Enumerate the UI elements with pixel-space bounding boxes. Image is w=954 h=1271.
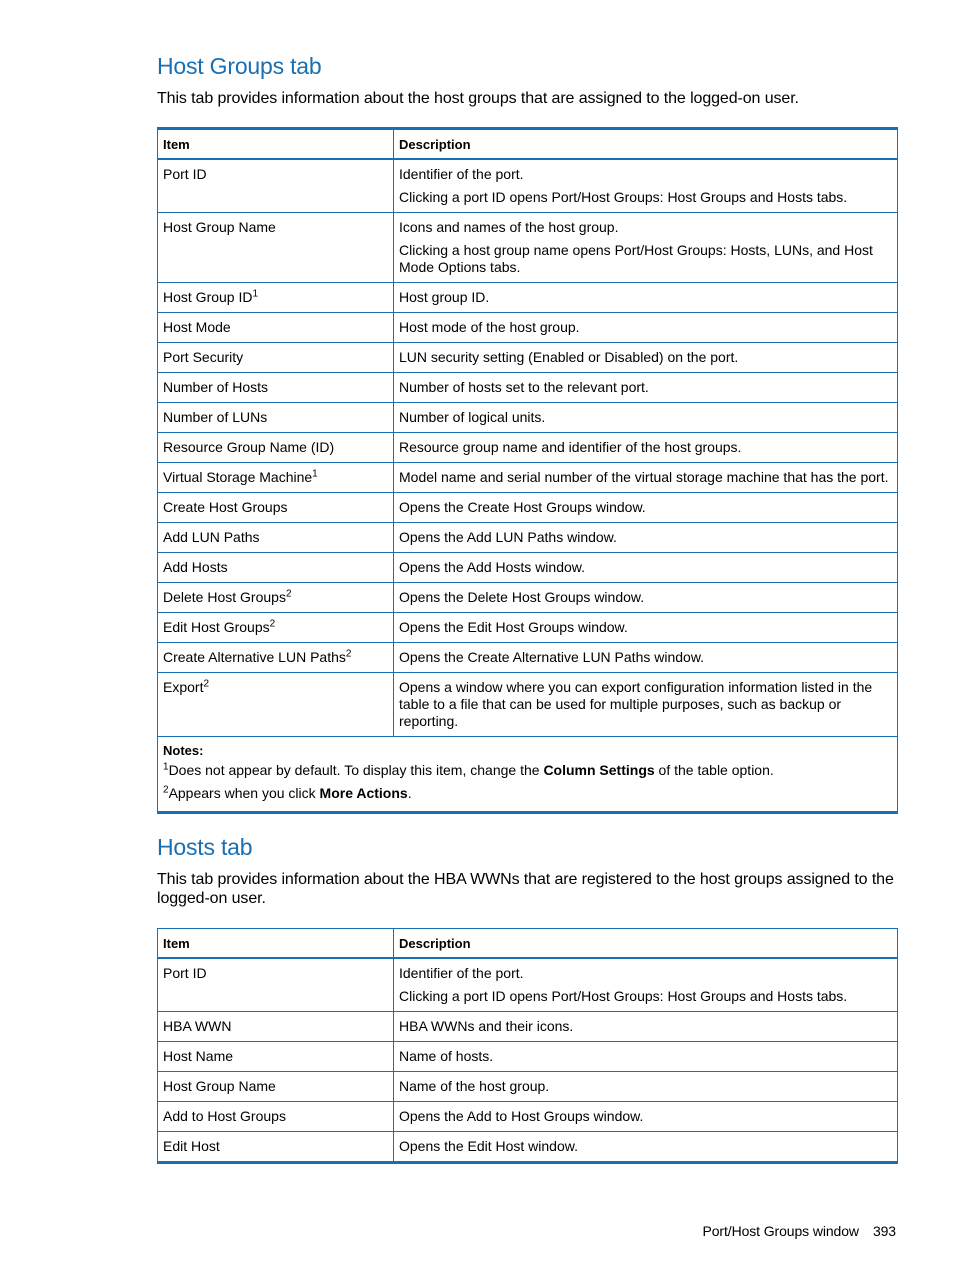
table-row (158, 1042, 898, 1072)
item-label: Host Mode (163, 319, 231, 335)
description-cell (394, 343, 898, 373)
note-2-bold: More Actions (319, 785, 408, 801)
item-label: Edit Host (163, 1138, 220, 1154)
item-label: Host Group ID (163, 289, 253, 305)
note-1 (163, 762, 892, 779)
table-row (158, 673, 898, 737)
item-label: Edit Host Groups (163, 619, 270, 635)
table-row (158, 313, 898, 343)
item-cell (158, 283, 394, 313)
item-cell (158, 213, 394, 283)
item-cell (158, 403, 394, 433)
notes-row (158, 737, 898, 813)
description-text: Icons and names of the host group. (399, 219, 619, 235)
table-row (158, 159, 898, 213)
item-label: Host Group Name (163, 219, 276, 235)
footnote-ref: 2 (345, 648, 352, 660)
item-label: Resource Group Name (ID) (163, 439, 335, 455)
description-text: Clicking a port ID opens Port/Host Groups: Host Groups and Hosts tabs. (399, 189, 848, 205)
description-cell (394, 643, 898, 673)
description-cell (394, 403, 898, 433)
description-cell (394, 958, 898, 1012)
description-text: Name of the host group. (399, 1078, 550, 1094)
footnote-ref: 2 (285, 588, 292, 600)
description-text: Name of hosts. (399, 1048, 494, 1064)
description-text: Host group ID. (399, 289, 490, 305)
description-text: Opens the Add to Host Groups window. (399, 1108, 644, 1124)
table-row (158, 1132, 898, 1163)
note-1-text: Does not appear by default. To display this item, change the (168, 762, 544, 778)
description-cell (394, 283, 898, 313)
item-cell (158, 159, 394, 213)
item-label: Port ID (163, 965, 207, 981)
item-cell (158, 643, 394, 673)
description-cell (394, 523, 898, 553)
item-label: Export (163, 679, 204, 695)
description-text: Clicking a host group name opens Port/Host Groups: Hosts, LUNs, and Host Mode Options tabs. (399, 242, 873, 275)
notes-title: Notes: (163, 743, 204, 758)
table-row (158, 613, 898, 643)
footer-section-title: Port/Host Groups window (702, 1223, 859, 1239)
description-cell (394, 1042, 898, 1072)
table-row (158, 283, 898, 313)
item-cell (158, 1132, 394, 1163)
item-label: Number of Hosts (163, 379, 269, 395)
description-text: Opens the Edit Host window. (399, 1138, 578, 1154)
item-label: Create Host Groups (163, 499, 288, 515)
description-text: Opens the Edit Host Groups window. (399, 619, 628, 635)
note-2-text-end: . (407, 785, 412, 801)
item-cell (158, 1072, 394, 1102)
item-cell (158, 1102, 394, 1132)
host-groups-table-body (158, 159, 898, 737)
description-cell (394, 463, 898, 493)
description-cell (394, 583, 898, 613)
item-cell (158, 673, 394, 737)
description-cell (394, 433, 898, 463)
description-text: Identifier of the port. (399, 166, 524, 182)
page-footer (703, 1223, 897, 1239)
description-cell (394, 1012, 898, 1042)
hosts-table (157, 928, 898, 1164)
description-text: Host mode of the host group. (399, 319, 580, 335)
host-groups-intro: This tab provides information about the host groups that are assigned to the logged-on user. (157, 90, 799, 107)
table-row (158, 1012, 898, 1042)
hosts-intro: This tab provides information about the HBA WWNs that are registered to the host groups assigned to the logged-on user. (157, 871, 894, 907)
notes-cell (158, 737, 898, 813)
footnote-ref: 2 (203, 678, 210, 690)
description-text: Opens the Create Host Groups window. (399, 499, 646, 515)
table-row (158, 463, 898, 493)
item-cell (158, 553, 394, 583)
table-row (158, 643, 898, 673)
description-text: Opens the Add LUN Paths window. (399, 529, 617, 545)
item-label: Add LUN Paths (163, 529, 260, 545)
item-label: Create Alternative LUN Paths (163, 649, 346, 665)
table-header-row (158, 129, 898, 160)
description-cell (394, 553, 898, 583)
description-text: HBA WWNs and their icons. (399, 1018, 574, 1034)
note-1-text-end: of the table option. (654, 762, 774, 778)
item-label: HBA WWN (163, 1018, 232, 1034)
item-cell (158, 523, 394, 553)
description-cell (394, 313, 898, 343)
item-cell (158, 613, 394, 643)
footnote-ref: 1 (252, 288, 259, 300)
description-text: Number of logical units. (399, 409, 546, 425)
table-row (158, 493, 898, 523)
table-row (158, 1072, 898, 1102)
item-label: Add to Host Groups (163, 1108, 286, 1124)
note-1-bold: Column Settings (543, 762, 655, 778)
table-row (158, 553, 898, 583)
table-row (158, 523, 898, 553)
item-cell (158, 583, 394, 613)
page-number: 393 (872, 1223, 896, 1239)
description-cell (394, 1102, 898, 1132)
item-cell (158, 463, 394, 493)
description-text: Opens the Create Alternative LUN Paths window. (399, 649, 705, 665)
item-cell (158, 958, 394, 1012)
description-text: Model name and serial number of the virtual storage machine that has the port. (399, 469, 889, 485)
item-label: Host Name (163, 1048, 234, 1064)
description-cell (394, 159, 898, 213)
description-text: LUN security setting (Enabled or Disabled) on the port. (399, 349, 739, 365)
column-header-item: Item (158, 929, 394, 959)
description-cell (394, 613, 898, 643)
table-row (158, 403, 898, 433)
table-row (158, 373, 898, 403)
note-2 (163, 785, 892, 802)
table-row (158, 583, 898, 613)
description-text: Opens a window where you can export configuration information listed in the table to a file that can be used for multiple purposes, such as backup or reporting. (399, 679, 873, 729)
item-label: Add Hosts (163, 559, 228, 575)
table-header-row (158, 929, 898, 959)
footnote-ref: 1 (312, 468, 318, 480)
item-label: Delete Host Groups (163, 589, 286, 605)
description-text: Clicking a port ID opens Port/Host Groups: Host Groups and Hosts tabs. (399, 988, 848, 1004)
column-header-description: Description (394, 929, 898, 959)
note-1-number: 1 (163, 761, 169, 773)
table-row (158, 958, 898, 1012)
note-2-number: 2 (163, 784, 169, 796)
item-cell (158, 1012, 394, 1042)
column-header-description: Description (394, 129, 898, 160)
description-cell (394, 1072, 898, 1102)
item-cell (158, 373, 394, 403)
description-text: Opens the Add Hosts window. (399, 559, 585, 575)
description-cell (394, 493, 898, 523)
item-cell (158, 493, 394, 523)
column-header-item: Item (158, 129, 394, 160)
host-groups-tab-heading: Host Groups tab (157, 53, 322, 79)
description-text: Resource group name and identifier of the host groups. (399, 439, 742, 455)
table-row (158, 1102, 898, 1132)
item-label: Host Group Name (163, 1078, 276, 1094)
footnote-ref: 2 (269, 618, 276, 630)
item-label: Port Security (163, 349, 244, 365)
item-label: Virtual Storage Machine (163, 469, 313, 485)
item-cell (158, 313, 394, 343)
hosts-table-body (158, 958, 898, 1163)
description-text: Number of hosts set to the relevant port. (399, 379, 649, 395)
description-cell (394, 213, 898, 283)
table-row (158, 213, 898, 283)
item-cell (158, 343, 394, 373)
hosts-tab-heading: Hosts tab (157, 834, 253, 860)
description-text: Identifier of the port. (399, 965, 524, 981)
table-row (158, 343, 898, 373)
note-2-text: Appears when you click (168, 785, 320, 801)
description-cell (394, 673, 898, 737)
item-label: Port ID (163, 166, 207, 182)
table-row (158, 433, 898, 463)
description-cell (394, 373, 898, 403)
item-cell (158, 433, 394, 463)
description-cell (394, 1132, 898, 1163)
item-label: Number of LUNs (163, 409, 268, 425)
description-text: Opens the Delete Host Groups window. (399, 589, 645, 605)
item-cell (158, 1042, 394, 1072)
host-groups-table (157, 127, 898, 814)
